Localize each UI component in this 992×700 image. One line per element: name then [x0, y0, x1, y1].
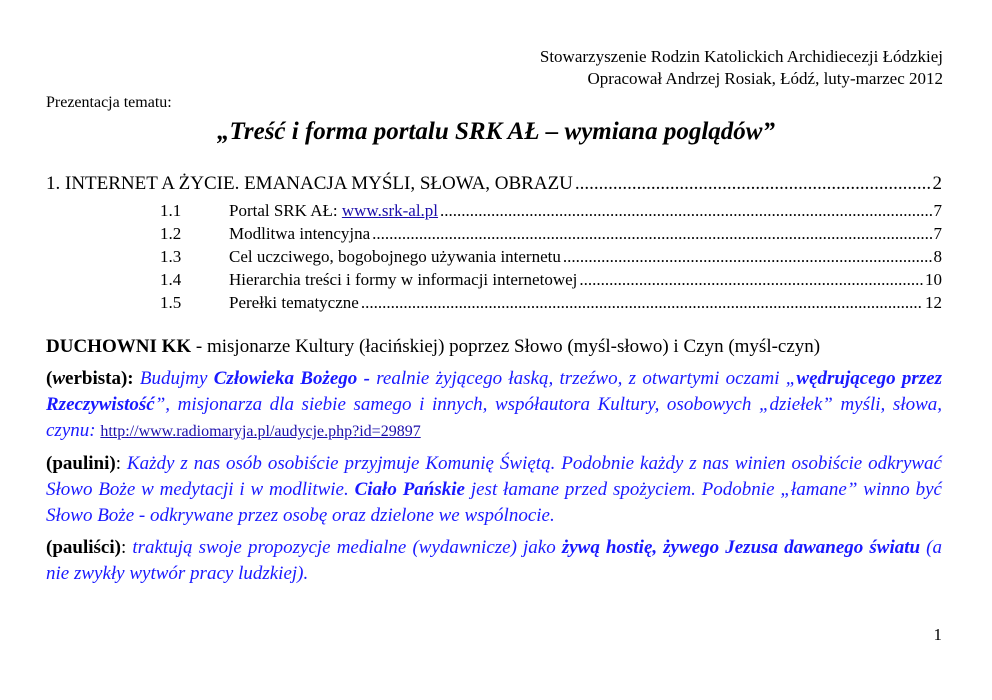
toc-item-page: 7	[933, 224, 942, 243]
paulini-bold-1: Ciało Pańskie	[354, 479, 465, 500]
paulisci-text-2: (a nie zwykły wytwór pracy ludzkiej).	[46, 537, 942, 584]
paulini-text-2: jest łamane przed spożyciem. Podobnie „łamane” winno być Słowo Boże - odkrywane przez osobę oraz dzielone we wspólnocie.	[46, 479, 942, 526]
toc-item-number: 1.4	[160, 270, 182, 289]
paulini-text-1: Każdy z nas osób osobiście przyjmuje Komunię Świętą. Podobnie każdy z nas winien osobiście odkrywać Słowo Boże w medytacji i w modlitwie.	[46, 453, 942, 500]
toc-item-number: 1.5	[160, 293, 182, 312]
werbista-text-1: Budujmy	[139, 368, 214, 389]
toc-item-1-1[interactable]	[160, 200, 942, 222]
toc-item-page: 10	[925, 270, 942, 289]
toc-item-label: Portal SRK AŁ:	[229, 201, 342, 220]
paulini-label: (paulini)	[46, 453, 116, 474]
document-body	[46, 334, 942, 593]
toc-leader-dots	[563, 246, 932, 268]
werbista-text-2: realnie żyjącego łaską, trzeźwo, z otwartymi oczami „	[369, 368, 797, 389]
paragraph-paulisci	[46, 535, 942, 587]
toc-item-page: 12	[925, 293, 942, 312]
portal-link[interactable]: www.srk-al.pl	[341, 201, 439, 220]
duchowni-text: - misjonarze Kultury (łacińskiej) poprzez Słowo (myśl-słowo) i Czyn (myśl-czyn)	[191, 336, 821, 357]
toc-leader-dots	[575, 172, 931, 196]
header-author-date: Opracował Andrzej Rosiak, Łódź, luty-marzec 2012	[587, 69, 943, 88]
document-title: „Treść i forma portalu SRK AŁ – wymiana poglądów”	[217, 118, 775, 145]
radio-link[interactable]: http://www.radiomaryja.pl/audycje.php?id=29897	[100, 423, 421, 440]
intro-label: Prezentacja tematu:	[46, 94, 172, 111]
page-number: 1	[933, 625, 942, 644]
toc-item-text: Hierarchia treści i formy w informacji internetowej	[229, 270, 578, 289]
toc-item-1-4[interactable]	[160, 269, 942, 291]
toc-leader-dots	[372, 223, 931, 245]
toc-item-text: Perełki tematyczne	[229, 293, 359, 312]
toc-item-number: 1.2	[160, 224, 182, 243]
paragraph-paulini	[46, 451, 942, 529]
werbista-text-3: ”, misjonarza dla siebie samego i innych, współautora Kultury, osobowych „dziełek” myśli, słowa, czynu:	[46, 394, 942, 441]
document-header	[540, 46, 943, 90]
paulisci-quote	[46, 537, 942, 584]
duchowni-lead: DUCHOWNI KK	[46, 336, 192, 357]
werbista-w: w	[52, 368, 66, 389]
toc-leader-dots	[579, 269, 923, 291]
toc-item-1-2[interactable]	[160, 223, 942, 245]
toc-item-number: 1.3	[160, 247, 182, 266]
toc-item-number: 1.1	[160, 201, 182, 220]
werbista-bold-2: wędrującego przez Rzeczywistość	[46, 368, 943, 415]
werbista-open: (	[46, 368, 53, 389]
toc-item-text	[229, 200, 438, 222]
toc-item-page: 7	[933, 201, 942, 220]
paragraph-duchowni	[46, 334, 942, 360]
paulisci-text-1: traktują swoje propozycje medialne (wydawnicze) jako	[132, 537, 562, 558]
werbista-label: erbista	[65, 368, 121, 389]
paulini-quote	[46, 453, 942, 526]
toc-item-text: Modlitwa intencyjna	[229, 224, 371, 243]
paragraph-werbista	[46, 366, 942, 445]
toc-leader-dots	[440, 200, 931, 222]
toc-leader-dots	[361, 292, 923, 314]
toc-main-text: 1. INTERNET A ŻYCIE. EMANACJA MYŚLI, SŁOWA, OBRAZU	[46, 173, 573, 194]
toc-main-entry[interactable]	[46, 172, 942, 196]
werbista-bold-1: Człowieka Bożego -	[213, 368, 370, 389]
paulisci-bold-1: żywą hostię, żywego Jezusa dawanego światu	[561, 537, 921, 558]
werbista-close: ):	[120, 368, 140, 389]
header-organization: Stowarzyszenie Rodzin Katolickich Archidiecezji Łódzkiej	[539, 47, 943, 66]
paulisci-colon: :	[120, 537, 133, 558]
toc-item-page: 8	[933, 247, 942, 266]
paulini-colon: :	[115, 453, 127, 474]
toc-item-1-5[interactable]	[160, 292, 942, 314]
toc-item-text: Cel uczciwego, bogobojnego używania internetu	[229, 247, 561, 266]
paulisci-label: (pauliści)	[46, 537, 121, 558]
toc-main-page: 2	[932, 173, 942, 194]
toc-item-1-3[interactable]	[160, 246, 942, 268]
